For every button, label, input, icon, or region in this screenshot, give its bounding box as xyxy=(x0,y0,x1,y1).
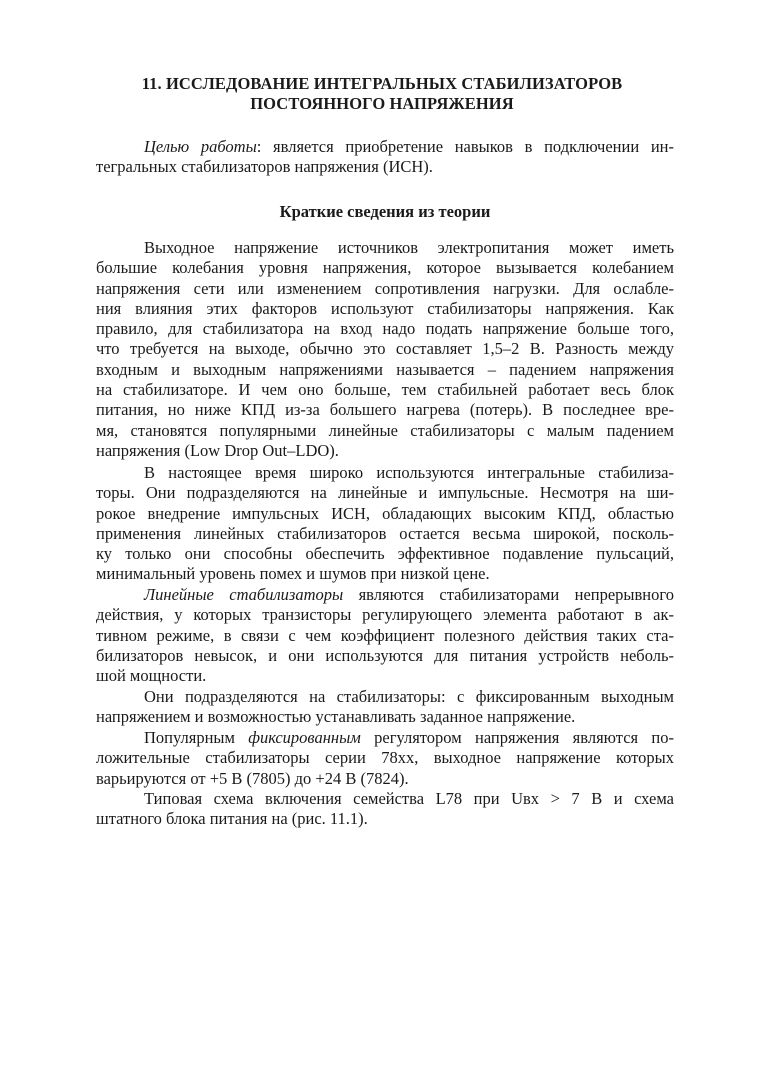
p3-line: шой мощности. xyxy=(96,666,207,686)
chapter-title-line-2: ПОСТОЯННОГО НАПРЯЖЕНИЯ xyxy=(250,94,514,113)
p4-line: Они подразделяются на стабилизаторы: с фиксированным выходным xyxy=(144,687,674,706)
p3-line: тивном режиме, в связи с чем коэффициент полезного действия таких ста- xyxy=(96,625,674,645)
p1-line: ния влияния этих факторов используют стабилизаторы напряжения. Как xyxy=(96,298,674,318)
p1-line: мя, становятся популярными линейные стабилизаторы с малым падением xyxy=(96,420,674,440)
p1-line: что требуется на выходе, обычно это составляет 1,5–2 В. Разность между xyxy=(96,339,674,359)
p5-line-1 xyxy=(96,728,674,748)
goal-label: Целью работы xyxy=(144,137,257,156)
chapter-title xyxy=(96,74,668,114)
p6-line: штатного блока питания на (рис. 11.1). xyxy=(96,809,368,829)
paragraph-1 xyxy=(96,238,674,461)
p1-line: Выходное напряжение источников электропитания может иметь xyxy=(144,238,674,257)
p5-line-1-pre: Популярным xyxy=(144,728,249,747)
p3-line: действия, у которых транзисторы регулирующего элемента работают в ак- xyxy=(96,605,674,625)
p1-line: напряжения сети или изменением сопротивления нагрузки. Для ослабле- xyxy=(96,278,674,298)
paragraph-6 xyxy=(96,789,674,830)
p5-line: ложительные стабилизаторы серии 78хх, выходное напряжение которых xyxy=(96,748,674,768)
p3-line-1-text: являются стабилизаторами непрерывного xyxy=(343,585,674,604)
paragraph-2 xyxy=(96,463,674,585)
p1-line: входным и выходным напряжениями называется – падением напряжения xyxy=(96,359,674,379)
goal-line-2: тегральных стабилизаторов напряжения (ИСН). xyxy=(96,157,433,177)
paragraph-3 xyxy=(96,585,674,686)
p5-line: варьируются от +5 В (7805) до +24 В (7824). xyxy=(96,768,409,788)
paragraph-4 xyxy=(96,687,674,728)
p1-line: правило, для стабилизатора на вход надо подать напряжение больше того, xyxy=(96,319,674,339)
p2-line: торы. Они подразделяются на линейные и импульсные. Несмотря на ши- xyxy=(96,483,674,503)
p3-term: Линейные стабилизаторы xyxy=(144,585,344,604)
goal-line-1 xyxy=(96,137,674,157)
goal-line-1-text: : является приобретение навыков в подключении ин- xyxy=(256,137,674,156)
p1-line: питания, но ниже КПД из-за большего нагрева (потерь). В последнее вре- xyxy=(96,400,674,420)
p6-line: Типовая схема включения семейства L78 при Uвх > 7 В и схема xyxy=(144,789,674,808)
p2-line: минимальный уровень помех и шумов при низкой цене. xyxy=(96,564,490,584)
p5-term: фиксированным xyxy=(248,728,361,747)
p1-line: напряжения (Low Drop Out–LDO). xyxy=(96,440,339,460)
chapter-title-line-1: 11. ИССЛЕДОВАНИЕ ИНТЕГРАЛЬНЫХ СТАБИЛИЗАТОРОВ xyxy=(141,74,623,93)
p4-line: напряжением и возможностью устанавливать заданное напряжение. xyxy=(96,707,576,727)
p3-line-1 xyxy=(96,585,674,605)
p2-line: рокое внедрение импульсных ИСН, обладающих высоким КПД, областью xyxy=(96,503,674,523)
p2-line: ку только они способны обеспечить эффективное подавление пульсаций, xyxy=(96,544,674,564)
paragraph-5 xyxy=(96,728,674,789)
p5-line-1-text: регулятором напряжения являются по- xyxy=(360,728,674,747)
p3-line: билизаторов невысок, и они используются для питания устройств неболь- xyxy=(96,645,674,665)
p2-line: В настоящее время широко используются интегральные стабилиза- xyxy=(144,463,674,482)
p1-line: на стабилизаторе. И чем оно больше, тем стабильней работает весь блок xyxy=(96,380,674,400)
p2-line: применения линейных стабилизаторов остается весьма широкой, посколь- xyxy=(96,523,674,543)
section-subtitle: Краткие сведения из теории xyxy=(279,202,491,221)
p1-line: большие колебания уровня напряжения, которое вызывается колебанием xyxy=(96,258,674,278)
goal-paragraph xyxy=(96,137,674,178)
